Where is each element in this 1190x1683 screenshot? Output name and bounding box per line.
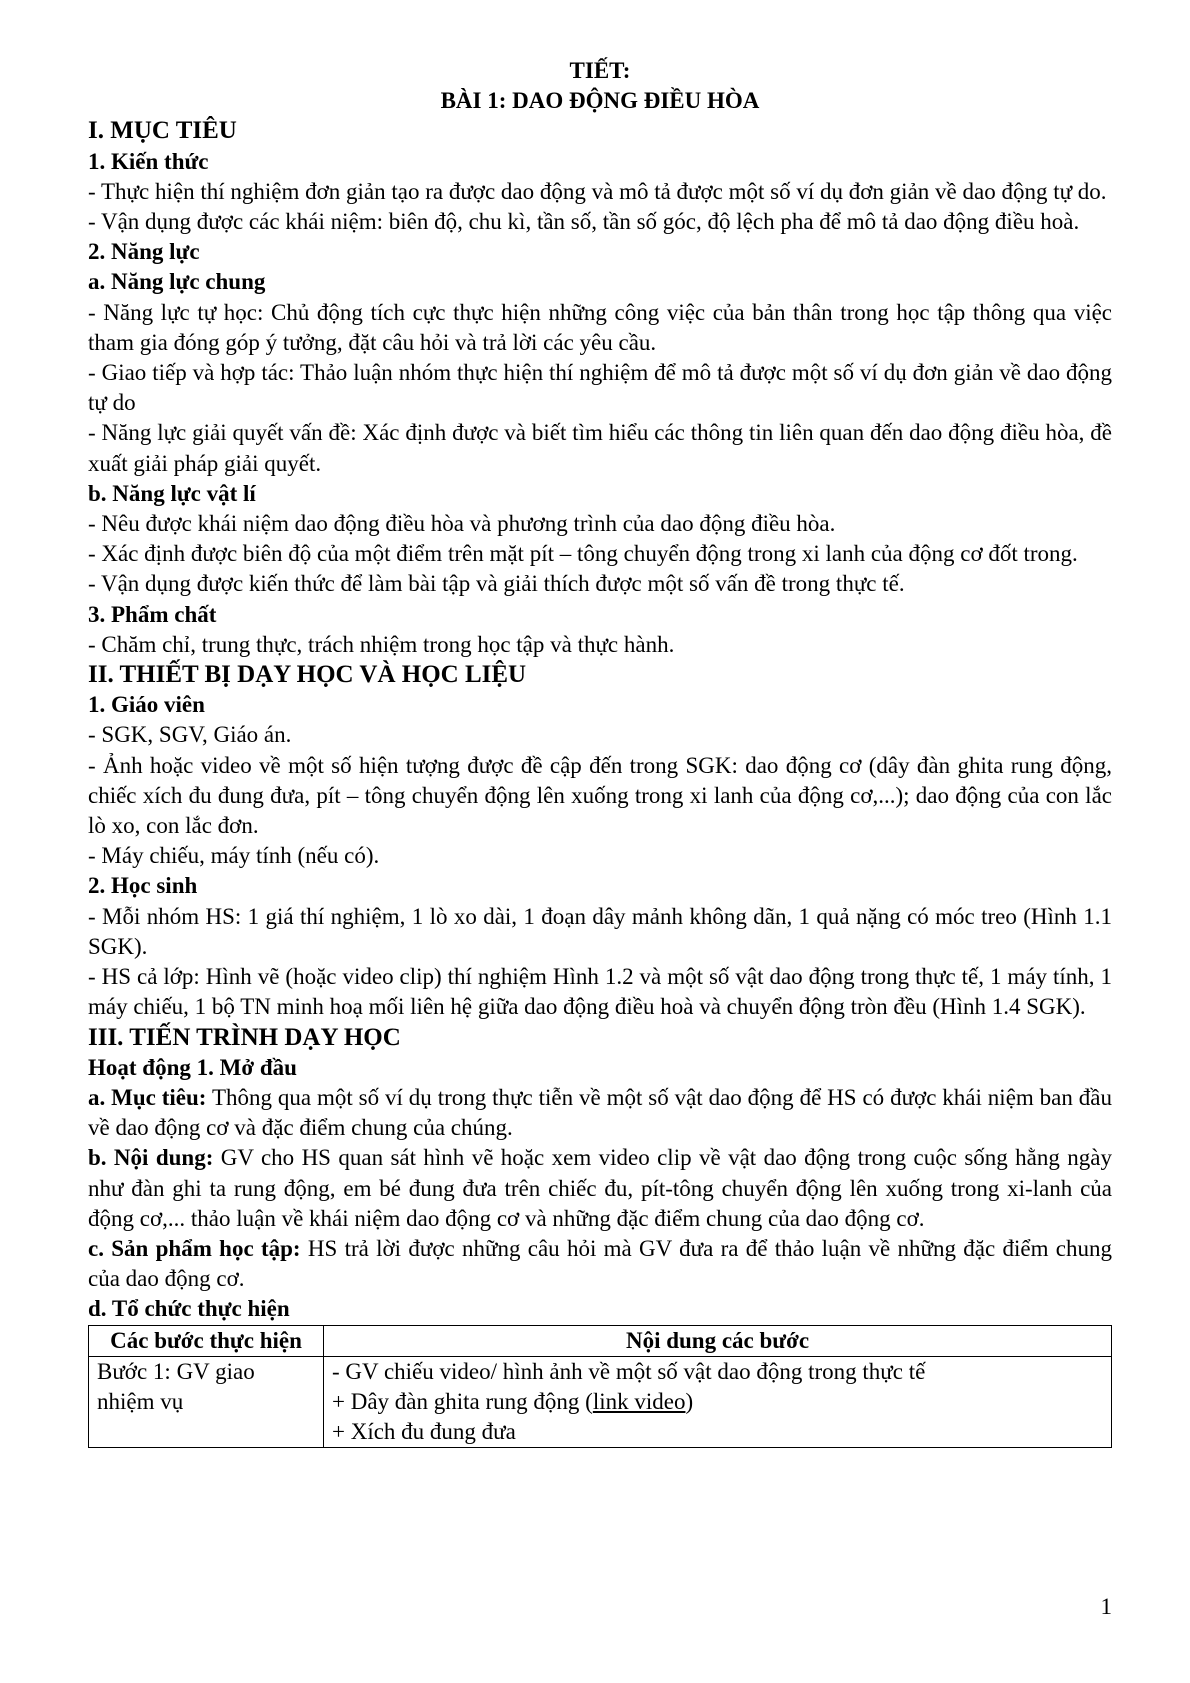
content-text: GV cho HS quan sát hình vẽ hoặc xem video clip về vật dao động trong cuộc sống hằng ngày như đàn ghi ta rung động, em bé đung đưa trên chiếc đu, pít-tông chuyển động lên xuống trong xi-lanh của động cơ,... thảo luận về khái niệm dao động cơ và những đặc điểm chung của dao động cơ.: [88, 1145, 1112, 1231]
teacher-item: - SGK, SGV, Giáo án.: [88, 722, 292, 748]
table-cell-content: [324, 1356, 1112, 1448]
table-cell-step: Bước 1: GV giao nhiệm vụ: [89, 1356, 324, 1448]
teacher-heading: 1. Giáo viên: [88, 692, 205, 718]
qualities-heading: 3. Phẩm chất: [88, 601, 217, 627]
section-objectives-heading: I. MỤC TIÊU: [88, 117, 237, 145]
physics-competence-heading: b. Năng lực vật lí: [88, 480, 256, 506]
content-line: [332, 1387, 1103, 1417]
general-competence-heading: a. Năng lực chung: [88, 269, 266, 295]
content-line: + Xích đu đung đưa: [332, 1419, 516, 1445]
physics-competence-item: - Vận dụng được kiến thức để làm bài tập và giải thích được một số vấn đề trong thực tế.: [88, 571, 905, 597]
qualities-item: - Chăm chỉ, trung thực, trách nhiệm trong học tập và thực hành.: [88, 631, 675, 657]
general-competence-item: - Giao tiếp và hợp tác: Thảo luận nhóm thực hiện thí nghiệm để mô tả được một số ví dụ đơn giản về dao động tự do: [88, 360, 1112, 416]
knowledge-heading: 1. Kiến thức: [88, 148, 209, 174]
competence-heading: 2. Năng lực: [88, 239, 200, 265]
student-heading: 2. Học sinh: [88, 873, 198, 899]
content-line: - GV chiếu video/ hình ảnh về một số vật dao động trong thực tế: [332, 1358, 926, 1384]
content-paragraph: [88, 1143, 1112, 1234]
content-label: b. Nội dung:: [88, 1145, 214, 1171]
teacher-item: - Máy chiếu, máy tính (nếu có).: [88, 843, 380, 869]
lesson-period: TIẾT:: [569, 58, 631, 83]
table-header-content: Nội dung các bước: [324, 1325, 1112, 1356]
general-competence-item: - Năng lực giải quyết vấn đề: Xác định được và biết tìm hiểu các thông tin liên quan đến dao động điều hòa, đề xuất giải pháp giải quyết.: [88, 420, 1112, 476]
student-item: - Mỗi nhóm HS: 1 giá thí nghiệm, 1 lò xo dài, 1 đoạn dây mảnh không dãn, 1 quả nặng có móc treo (Hình 1.1 SGK).: [88, 903, 1112, 959]
product-text: HS trả lời được những câu hỏi mà GV đưa ra để thảo luận về những đặc điểm chung của dao động cơ.: [88, 1235, 1112, 1292]
content-line-text: ): [685, 1388, 694, 1414]
content-line-text: + Dây đàn ghita rung động (: [332, 1388, 593, 1414]
lesson-title: BÀI 1: DAO ĐỘNG ĐIỀU HÒA: [440, 88, 760, 114]
document-page: [88, 56, 1112, 1448]
objective-text: Thông qua một số ví dụ trong thực tiễn về một số vật dao động để HS có được khái niệm ban đầu về dao động cơ và đặc điểm chung của chúng.: [88, 1084, 1112, 1141]
objective-label: a. Mục tiêu:: [88, 1084, 207, 1110]
video-link[interactable]: link video: [592, 1388, 686, 1414]
student-item: - HS cả lớp: Hình vẽ (hoặc video clip) thí nghiệm Hình 1.2 và một số vật dao động trong thực tế, 1 máy tính, 1 máy chiếu, 1 bộ TN minh hoạ mối liên hệ giữa dao động điều hoà và chuyển động tròn đều (Hình 1.4 SGK).: [88, 964, 1112, 1020]
knowledge-item: - Thực hiện thí nghiệm đơn giản tạo ra được dao động và mô tả được một số ví dụ đơn giản về dao động tự do.: [88, 178, 1107, 204]
section-equipment-heading: II. THIẾT BỊ DẠY HỌC VÀ HỌC LIỆU: [88, 661, 527, 689]
product-paragraph: [88, 1234, 1112, 1294]
objective-paragraph: [88, 1083, 1112, 1143]
physics-competence-item: - Xác định được biên độ của một điểm trên mặt pít – tông chuyển động trong xi lanh của động cơ đốt trong.: [88, 541, 1078, 567]
section-process-heading: III. TIẾN TRÌNH DẠY HỌC: [88, 1023, 401, 1051]
table-header-row: [89, 1325, 1112, 1356]
general-competence-item: - Năng lực tự học: Chủ động tích cực thực hiện những công việc của bản thân trong học tập thông qua việc tham gia đóng góp ý tưởng, đặt câu hỏi và trả lời các yêu cầu.: [88, 299, 1112, 355]
page-number: 1: [1100, 1594, 1112, 1619]
teacher-item: - Ảnh hoặc video về một số hiện tượng được đề cập đến trong SGK: dao động cơ (dây đàn ghita rung động, chiếc xích đu đung đưa, pít – tông chuyển động lên xuống trong xi lanh của động cơ,...); dao động của con lắc lò xo, con lắc đơn.: [88, 752, 1112, 839]
product-label: c. Sản phẩm học tập:: [88, 1235, 301, 1261]
organization-heading: d. Tổ chức thực hiện: [88, 1296, 290, 1322]
table-row: [89, 1356, 1112, 1448]
steps-table: [88, 1325, 1112, 1449]
physics-competence-item: - Nêu được khái niệm dao động điều hòa và phương trình của dao động điều hòa.: [88, 511, 836, 537]
knowledge-item: - Vận dụng được các khái niệm: biên độ, chu kì, tần số, tần số góc, độ lệch pha để mô tả dao động điều hoà.: [88, 209, 1080, 235]
table-header-steps: Các bước thực hiện: [89, 1325, 324, 1356]
activity-1-heading: Hoạt động 1. Mở đầu: [88, 1054, 297, 1080]
